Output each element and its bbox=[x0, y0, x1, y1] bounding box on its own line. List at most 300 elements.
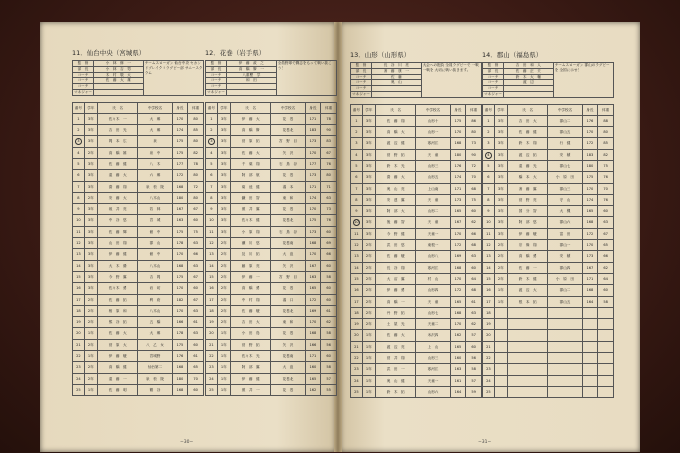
roster-row bbox=[73, 204, 204, 215]
roster-header bbox=[206, 102, 337, 113]
player-height: 174 bbox=[582, 194, 598, 205]
player-weight: 58 bbox=[321, 271, 337, 282]
player-grade: 2年 bbox=[494, 262, 507, 273]
roster-row bbox=[351, 307, 482, 318]
player-name: 高 橋 大 bbox=[375, 127, 416, 138]
player-height: 170 bbox=[305, 249, 321, 260]
staff-name: 斎 藤 康 一 bbox=[371, 68, 421, 74]
player-number: 6 bbox=[206, 170, 218, 181]
player-name: 伊 藤 駿 bbox=[507, 228, 548, 239]
player-school: 宮 城 bbox=[138, 215, 172, 226]
player-weight: 61 bbox=[188, 317, 204, 328]
player-grade: 2年 bbox=[84, 147, 97, 158]
player-grade: 3年 bbox=[362, 228, 375, 239]
player-number: 21 bbox=[73, 339, 85, 350]
player-height: 164 bbox=[582, 296, 598, 307]
player-height: 171 bbox=[305, 351, 321, 362]
player-name bbox=[507, 353, 548, 364]
team-slogan: 大会への抱負 全員ラグビーで 一戦一戦を 大切に戦い抜きます。 bbox=[421, 63, 481, 98]
roster-row bbox=[483, 172, 614, 183]
player-name: 遠 藤 一 bbox=[97, 373, 138, 384]
player-name: 小 原 翔 bbox=[230, 226, 271, 237]
player-number: 6 bbox=[483, 172, 495, 183]
player-number: 1 bbox=[73, 113, 85, 124]
player-school: 安 積 bbox=[548, 149, 582, 160]
player-school: 鶴 谷 bbox=[138, 384, 172, 395]
player-name: 伊 藤 健 bbox=[97, 249, 138, 260]
roster-row bbox=[483, 353, 614, 364]
player-school: 天 童 bbox=[416, 217, 450, 228]
player-name: 今 野 翼 bbox=[97, 271, 138, 282]
player-number: 6 bbox=[351, 172, 363, 183]
player-weight: 58 bbox=[598, 296, 614, 307]
player-weight bbox=[598, 330, 614, 341]
player-name: 吉 田 大 bbox=[230, 317, 271, 328]
player-weight bbox=[598, 319, 614, 330]
player-weight: 66 bbox=[321, 249, 337, 260]
player-number: 17 bbox=[483, 296, 495, 307]
player-height: 168 bbox=[582, 217, 598, 228]
player-grade bbox=[494, 319, 507, 330]
player-school: 八木山 bbox=[138, 305, 172, 316]
player-grade: 3年 bbox=[84, 204, 97, 215]
player-grade: 3年 bbox=[217, 113, 230, 124]
player-number: 14 bbox=[206, 260, 218, 271]
player-grade bbox=[494, 364, 507, 375]
player-number: 18 bbox=[73, 305, 85, 316]
player-school: 宮城野 bbox=[138, 351, 172, 362]
column-header: 体重 bbox=[188, 102, 204, 113]
player-weight: 90 bbox=[466, 149, 482, 160]
player-weight: 60 bbox=[598, 206, 614, 217]
player-height: 167 bbox=[305, 260, 321, 271]
player-weight: 80 bbox=[188, 192, 204, 203]
player-number: 8 bbox=[206, 192, 218, 203]
staff-role: 部 長 bbox=[483, 68, 504, 74]
player-school bbox=[548, 364, 582, 375]
player-grade: 3年 bbox=[494, 115, 507, 126]
staff-name: 佐 藤 大 雄 bbox=[93, 78, 143, 84]
player-height: 165 bbox=[450, 341, 466, 352]
player-height: 173 bbox=[305, 170, 321, 181]
roster-row bbox=[483, 330, 614, 341]
player-name: 鈴 木 光 bbox=[375, 160, 416, 171]
player-school: 岩 切 bbox=[138, 283, 172, 294]
staff-role: コーチ bbox=[351, 80, 372, 86]
player-grade: 1年 bbox=[84, 384, 97, 395]
player-height: 174 bbox=[450, 172, 466, 183]
player-school: 天童二 bbox=[416, 319, 450, 330]
player-name: 佐々木 健 bbox=[230, 215, 271, 226]
staff-role: コーチ bbox=[483, 74, 504, 80]
column-header: 身長 bbox=[582, 104, 598, 115]
player-name: 佐 藤 駿 bbox=[375, 251, 416, 262]
column-header: 中学校名 bbox=[271, 102, 305, 113]
roster-row bbox=[483, 262, 614, 273]
player-height: 170 bbox=[582, 183, 598, 194]
player-weight: 76 bbox=[598, 172, 614, 183]
player-height: 162 bbox=[450, 330, 466, 341]
player-number: 17 bbox=[351, 296, 363, 307]
roster-row bbox=[483, 296, 614, 307]
player-height: 174 bbox=[172, 125, 188, 136]
player-weight: 68 bbox=[466, 240, 482, 251]
player-school: 安 積 bbox=[548, 251, 582, 262]
player-height: 171 bbox=[305, 181, 321, 192]
player-weight: 80 bbox=[188, 136, 204, 147]
player-name: 伊 藤 駿 bbox=[97, 351, 138, 362]
roster-row bbox=[351, 375, 482, 386]
roster-row bbox=[351, 217, 482, 228]
player-number: 22 bbox=[73, 351, 85, 362]
player-number: 8 bbox=[73, 192, 85, 203]
staff-role: コーチ bbox=[483, 80, 504, 86]
player-weight: 60 bbox=[598, 285, 614, 296]
player-weight: 62 bbox=[321, 317, 337, 328]
player-number: 15 bbox=[483, 273, 495, 284]
player-number: 13 bbox=[483, 251, 495, 262]
team-title: 13．山形（山形県） bbox=[350, 51, 411, 59]
player-name bbox=[507, 375, 548, 386]
player-number: 5 bbox=[483, 160, 495, 171]
player-height: 167 bbox=[450, 217, 466, 228]
player-weight: 66 bbox=[598, 251, 614, 262]
player-height: 176 bbox=[450, 160, 466, 171]
player-number: 10 bbox=[73, 215, 85, 226]
player-height: 166 bbox=[172, 317, 188, 328]
player-school: 米沢四 bbox=[416, 330, 450, 341]
player-height: 171 bbox=[582, 273, 598, 284]
player-number: 21 bbox=[351, 341, 363, 352]
player-height: 176 bbox=[582, 115, 598, 126]
player-grade: 3年 bbox=[362, 183, 375, 194]
player-name: 佐 藤 健 bbox=[97, 158, 138, 169]
player-height: 178 bbox=[172, 238, 188, 249]
player-name bbox=[507, 364, 548, 375]
player-height: 170 bbox=[582, 240, 598, 251]
player-name: 阿 部 悠 bbox=[507, 217, 548, 228]
player-height: 168 bbox=[450, 138, 466, 149]
player-weight: 68 bbox=[466, 285, 482, 296]
player-weight: 71 bbox=[321, 181, 337, 192]
player-weight: 60 bbox=[466, 341, 482, 352]
player-name: 遠 藤 大 bbox=[97, 170, 138, 181]
player-number: 7 bbox=[483, 183, 495, 194]
player-grade bbox=[494, 353, 507, 364]
roster-row bbox=[351, 386, 482, 397]
player-number: 21 bbox=[483, 341, 495, 352]
player-grade: 2年 bbox=[217, 283, 230, 294]
staff-role: マネジャー bbox=[74, 89, 92, 94]
player-number: 1 bbox=[206, 113, 218, 124]
roster-row bbox=[351, 251, 482, 262]
column-header: 体重 bbox=[598, 104, 614, 115]
player-grade: 1年 bbox=[217, 339, 230, 350]
player-school bbox=[548, 330, 582, 341]
player-number: 12 bbox=[351, 240, 363, 251]
player-name bbox=[507, 330, 548, 341]
player-number: 23 bbox=[483, 364, 495, 375]
roster-row bbox=[73, 294, 204, 305]
player-number: 24 bbox=[483, 375, 495, 386]
player-height: 170 bbox=[172, 113, 188, 124]
roster-row bbox=[206, 192, 337, 203]
player-height bbox=[582, 364, 598, 375]
player-name: 佐 藤 健 bbox=[507, 127, 548, 138]
player-weight: 58 bbox=[466, 364, 482, 375]
roster-row bbox=[206, 147, 337, 158]
roster-row bbox=[351, 172, 482, 183]
player-number: 16 bbox=[73, 283, 85, 294]
player-number: 15 bbox=[73, 271, 85, 282]
player-name: 阿 部 大 bbox=[375, 206, 416, 217]
player-name: 高 橋 一 bbox=[375, 296, 416, 307]
player-name bbox=[507, 307, 548, 318]
player-school: 山形七 bbox=[416, 307, 450, 318]
staff-table bbox=[350, 62, 482, 98]
roster-table bbox=[205, 102, 337, 396]
player-weight: 75 bbox=[188, 226, 204, 237]
player-weight: 86 bbox=[466, 115, 482, 126]
player-weight: 56 bbox=[466, 353, 482, 364]
player-height: 165 bbox=[305, 283, 321, 294]
roster-row bbox=[73, 373, 204, 384]
player-number: 25 bbox=[73, 384, 85, 395]
player-name bbox=[507, 341, 548, 352]
player-weight: 72 bbox=[188, 181, 204, 192]
player-school: 天童一 bbox=[416, 375, 450, 386]
player-name: 今 野 健 bbox=[375, 228, 416, 239]
player-grade: 2年 bbox=[217, 305, 230, 316]
player-weight: 60 bbox=[321, 351, 337, 362]
player-weight: 70 bbox=[466, 172, 482, 183]
column-header: 学年 bbox=[84, 102, 97, 113]
player-school: 富 田 bbox=[548, 228, 582, 239]
player-number: 4 bbox=[206, 147, 218, 158]
player-grade: 1年 bbox=[362, 386, 375, 397]
player-number: 24 bbox=[73, 373, 85, 384]
player-name: 佐 藤 駿 bbox=[230, 305, 271, 316]
player-weight: 60 bbox=[466, 206, 482, 217]
player-weight: 60 bbox=[321, 226, 337, 237]
player-number: 25 bbox=[483, 386, 495, 397]
roster-row bbox=[73, 249, 204, 260]
staff-role: コーチ bbox=[206, 84, 227, 90]
player-name: 齋 藤 大 bbox=[375, 172, 416, 183]
player-weight: 60 bbox=[188, 283, 204, 294]
player-number: 12 bbox=[73, 238, 85, 249]
team-title: 11．仙台中央（宮城県） bbox=[72, 49, 146, 57]
player-school: 八木山 bbox=[138, 192, 172, 203]
roster-row bbox=[206, 305, 337, 316]
roster-row bbox=[206, 125, 337, 136]
player-height: 164 bbox=[450, 386, 466, 397]
player-school: 花 巻 bbox=[271, 328, 305, 339]
column-header: 体重 bbox=[466, 104, 482, 115]
roster-row bbox=[351, 262, 482, 273]
player-number bbox=[483, 149, 495, 160]
team-section-13 bbox=[350, 48, 482, 398]
player-grade: 1年 bbox=[217, 362, 230, 373]
player-number: 1 bbox=[351, 115, 363, 126]
player-height: 176 bbox=[172, 351, 188, 362]
player-school: 泉 松 陵 bbox=[138, 181, 172, 192]
roster-row bbox=[73, 170, 204, 181]
player-height: 172 bbox=[582, 228, 598, 239]
player-height: 168 bbox=[582, 285, 598, 296]
roster-row bbox=[206, 215, 337, 226]
player-name: 千 葉 翔 bbox=[230, 158, 271, 169]
team-slogan: チームスローガン 仙台中央 セカンドブレイク ! ラグビー部 サニースクラム bbox=[143, 61, 203, 96]
player-number: 19 bbox=[351, 319, 363, 330]
player-weight: 62 bbox=[598, 262, 614, 273]
player-number: 12 bbox=[483, 240, 495, 251]
player-weight: 70 bbox=[598, 183, 614, 194]
player-weight bbox=[598, 307, 614, 318]
column-header: 体重 bbox=[321, 102, 337, 113]
staff-name: 和 田 bbox=[226, 78, 276, 84]
player-name: 伊 藤 勇 bbox=[375, 285, 416, 296]
player-grade: 3年 bbox=[494, 194, 507, 205]
team-slogan: チームスローガン 郡山のラグビーを 全国に示せ！ bbox=[553, 63, 613, 98]
player-height: 168 bbox=[305, 238, 321, 249]
player-number: 15 bbox=[206, 271, 218, 282]
player-weight: 62 bbox=[466, 217, 482, 228]
player-grade: 1年 bbox=[217, 351, 230, 362]
roster-row bbox=[206, 226, 337, 237]
player-school: 郡山五 bbox=[548, 296, 582, 307]
player-number: 23 bbox=[73, 362, 85, 373]
player-school: 山形二 bbox=[416, 206, 450, 217]
column-header: 氏 名 bbox=[97, 102, 138, 113]
player-school bbox=[548, 319, 582, 330]
player-weight: 80 bbox=[188, 113, 204, 124]
staff-role: コーチ bbox=[483, 86, 504, 92]
player-weight: 56 bbox=[321, 339, 337, 350]
player-weight: 63 bbox=[188, 305, 204, 316]
player-grade bbox=[494, 307, 507, 318]
player-school: 花巻北 bbox=[271, 305, 305, 316]
player-number: 11 bbox=[483, 228, 495, 239]
player-height: 168 bbox=[172, 260, 188, 271]
player-height: 175 bbox=[172, 147, 188, 158]
player-weight: 68 bbox=[466, 183, 482, 194]
roster-row bbox=[483, 386, 614, 397]
roster-row bbox=[483, 206, 614, 217]
player-name: 山 田 翔 bbox=[97, 238, 138, 249]
player-number bbox=[206, 136, 218, 147]
player-name: 土 屋 光 bbox=[375, 319, 416, 330]
player-height bbox=[582, 341, 598, 352]
player-school: 宮 野 目 bbox=[271, 136, 305, 147]
player-height bbox=[582, 307, 598, 318]
roster-row bbox=[73, 328, 204, 339]
player-number: 23 bbox=[206, 362, 218, 373]
player-number: 25 bbox=[351, 386, 363, 397]
player-height: 171 bbox=[305, 113, 321, 124]
player-name: 阿 部 航 bbox=[230, 170, 271, 181]
player-school bbox=[548, 375, 582, 386]
player-number: 3 bbox=[351, 138, 363, 149]
player-name: 奥 山 亮 bbox=[375, 183, 416, 194]
player-grade: 2年 bbox=[84, 339, 97, 350]
column-header: 学年 bbox=[362, 104, 375, 115]
player-name: 佐 藤 翔 bbox=[375, 115, 416, 126]
player-height: 170 bbox=[172, 283, 188, 294]
player-number: 25 bbox=[206, 384, 218, 395]
roster-row bbox=[73, 384, 204, 395]
player-height: 160 bbox=[305, 362, 321, 373]
roster-row bbox=[73, 113, 204, 124]
player-school: 寒河江 bbox=[416, 262, 450, 273]
player-height: 175 bbox=[172, 136, 188, 147]
player-height: 163 bbox=[172, 215, 188, 226]
player-name: 佐 藤 一 bbox=[507, 262, 548, 273]
player-name: 菅 野 拓 bbox=[375, 149, 416, 160]
player-school: 花巻南 bbox=[271, 351, 305, 362]
player-weight: 80 bbox=[466, 127, 482, 138]
player-name: 高 橋 勇 bbox=[507, 251, 548, 262]
player-number: 10 bbox=[483, 217, 495, 228]
player-height: 166 bbox=[305, 339, 321, 350]
player-number: 5 bbox=[73, 158, 85, 169]
roster-row bbox=[206, 283, 337, 294]
roster-row bbox=[206, 362, 337, 373]
player-grade: 2年 bbox=[84, 305, 97, 316]
player-school: 山形八 bbox=[416, 251, 450, 262]
column-header: 身長 bbox=[450, 104, 466, 115]
roster-row bbox=[483, 127, 614, 138]
roster-table bbox=[482, 104, 614, 398]
player-grade: 3年 bbox=[217, 181, 230, 192]
player-school: 東根一 bbox=[416, 240, 450, 251]
roster-row bbox=[73, 238, 204, 249]
player-school: 花巻南 bbox=[271, 238, 305, 249]
player-height: 162 bbox=[305, 384, 321, 395]
player-number: 14 bbox=[73, 260, 85, 271]
player-weight: 76 bbox=[321, 158, 337, 169]
player-height: 170 bbox=[450, 127, 466, 138]
player-grade: 3年 bbox=[362, 127, 375, 138]
player-school: 吉 岡 bbox=[138, 271, 172, 282]
player-school bbox=[548, 353, 582, 364]
player-height: 168 bbox=[305, 328, 321, 339]
player-school: 天 童 bbox=[416, 149, 450, 160]
team-slogan: 全員野球で闘志をもって戦い抜こう！ bbox=[276, 61, 336, 96]
player-weight: 60 bbox=[188, 384, 204, 395]
player-weight: 82 bbox=[598, 149, 614, 160]
staff-role: 部 長 bbox=[206, 66, 227, 72]
player-weight: 57 bbox=[321, 373, 337, 384]
player-grade: 1年 bbox=[494, 296, 507, 307]
column-header: 氏 名 bbox=[375, 104, 416, 115]
roster-row bbox=[483, 160, 614, 171]
player-height bbox=[582, 375, 598, 386]
player-name: 佐 藤 明 bbox=[97, 384, 138, 395]
player-number: 2 bbox=[206, 125, 218, 136]
player-weight: 64 bbox=[466, 273, 482, 284]
player-school: 石 鳥 谷 bbox=[271, 158, 305, 169]
player-number: 24 bbox=[351, 375, 363, 386]
staff-name: 八重樫 学 bbox=[226, 72, 276, 78]
player-height: 163 bbox=[305, 271, 321, 282]
player-school: 八 木 bbox=[138, 158, 172, 169]
player-grade: 1年 bbox=[217, 384, 230, 395]
player-grade: 3年 bbox=[217, 158, 230, 169]
staff-name: 小 林 修 一 bbox=[93, 61, 143, 67]
player-number: 14 bbox=[483, 262, 495, 273]
player-name: 佐 藤 大 bbox=[230, 147, 271, 158]
